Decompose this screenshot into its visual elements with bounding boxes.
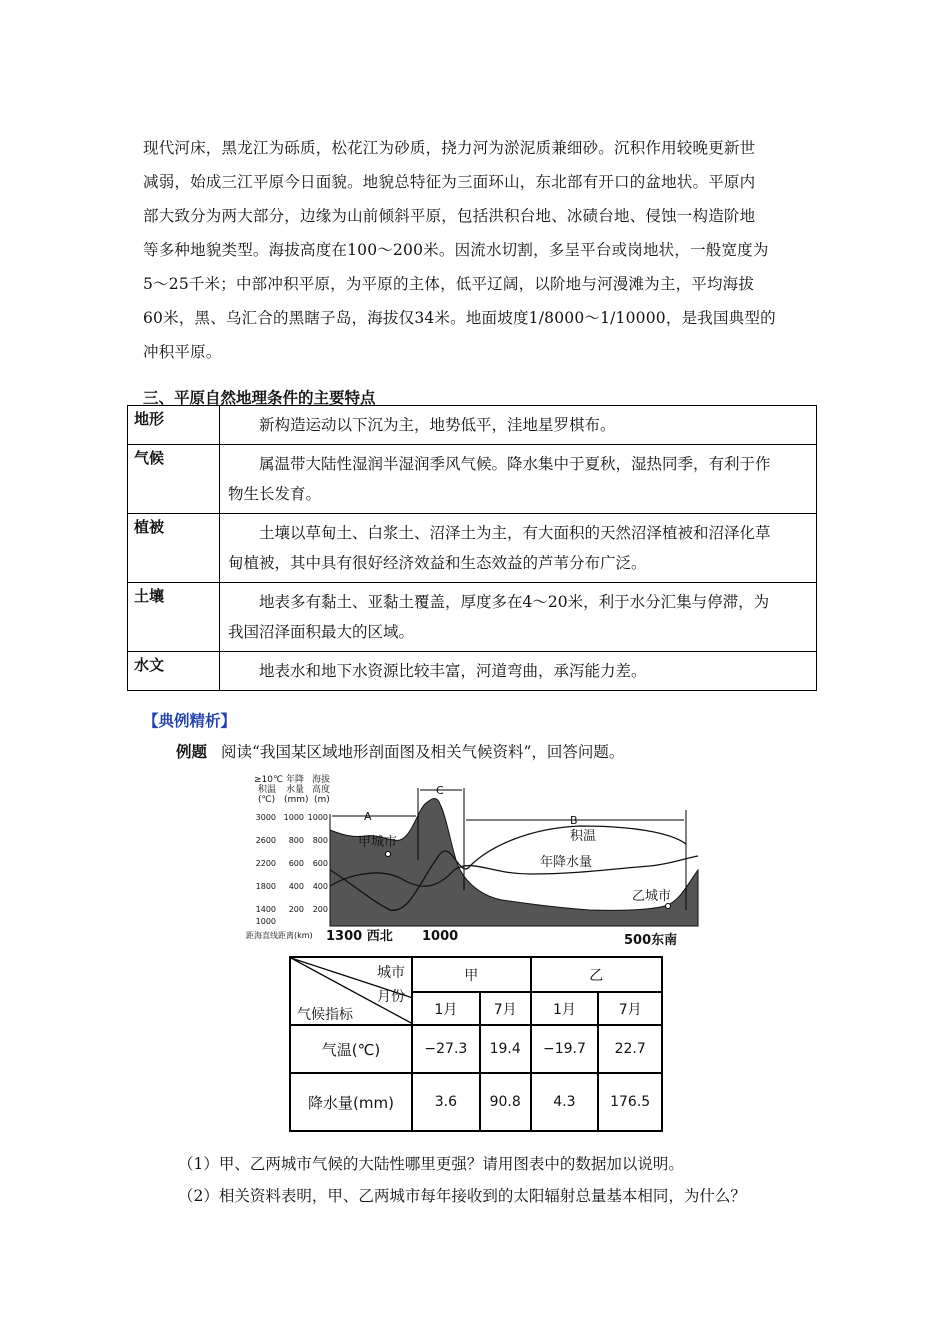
value-cell: 3.6 (412, 1073, 480, 1131)
temp-tick: 3000 (255, 813, 276, 822)
accumulated-temp-label: 积温 (570, 829, 597, 844)
table-row (128, 514, 817, 583)
header-indicator: 气候指标 (297, 1007, 353, 1023)
question-2: （2）相关资料表明，甲、乙两城市每年接收到的太阳辐射总量基本相同，为什么？ (178, 1187, 746, 1205)
row-line: 新构造运动以下沉为主，地势低平，洼地星罗棋布。 (259, 416, 616, 434)
x-label: 500东南 (624, 933, 678, 948)
temp-axis-head: ≥10℃积温(℃) (254, 775, 284, 805)
intro-line: 减弱，始成三江平原今日面貌。地貌总特征为三面环山，东北部有开口的盆地状。平原内 (143, 173, 756, 191)
row-value (220, 583, 817, 652)
precip-tick: 800 (288, 836, 304, 845)
precipitation-label: 年降水量 (540, 855, 593, 870)
features-table (127, 405, 817, 691)
elev-tick: 1000 (307, 813, 328, 822)
section-title: 三、平原自然地理条件的主要特点 (143, 388, 376, 407)
city-jia-label: 甲城市 (358, 835, 398, 850)
value-cell: 19.4 (480, 1025, 531, 1073)
diagonal-header-cell (290, 957, 412, 1025)
row-label: 降水量(mm) (290, 1073, 412, 1131)
row-value (220, 406, 817, 445)
city-jia-marker (386, 852, 391, 857)
intro-line: 部大致分为两大部分，边缘为山前倾斜平原，包括洪积台地、冰碛台地、侵蚀一构造阶地 (143, 207, 756, 225)
table-row (128, 583, 817, 652)
precip-axis-head: 年降水量(mm) (284, 775, 309, 805)
value-cell: 22.7 (598, 1025, 662, 1073)
elev-tick: 200 (312, 905, 328, 914)
temp-tick: 1000 (255, 917, 276, 926)
row-key: 地形 (128, 406, 220, 445)
table-row (290, 1025, 662, 1073)
intro-line: 现代河床，黑龙江为砾质，松花江为砂质，挠力河为淤泥质兼细砂。沉积作用较晚更新世 (143, 139, 756, 157)
header-month: 月份 (377, 989, 405, 1005)
intro-line: 60米，黑、乌汇合的黑瞎子岛，海拔仅34米。地面坡度1/8000～1/10000，是我国典型的 (143, 309, 776, 327)
table-row (128, 445, 817, 514)
climate-table (289, 956, 663, 1132)
value-cell: −19.7 (531, 1025, 599, 1073)
precip-tick: 600 (288, 859, 304, 868)
row-line: 甸植被，其中具有很好经济效益和生态效益的芦苇分布广泛。 (228, 554, 647, 572)
table-row (290, 957, 662, 992)
table-row (128, 406, 817, 445)
month-cell: 1月 (531, 992, 599, 1025)
city-yi-header: 乙 (531, 957, 662, 992)
row-line: 物生长发育。 (228, 485, 322, 503)
elev-tick: 800 (312, 836, 328, 845)
region-c-label: C (436, 784, 444, 797)
region-a-label: A (364, 810, 372, 823)
row-label: 气温(℃) (290, 1025, 412, 1073)
elev-axis-head: 海拔高度(m) (312, 775, 331, 805)
precip-tick: 200 (288, 905, 304, 914)
example-section-tag: 【典例精析】 (143, 712, 237, 730)
distance-axis-label: 距海直线距离(km) (246, 931, 313, 940)
row-line: 属温带大陆性湿润半湿润季风气候。降水集中于夏秋，湿热同季，有利于作 (259, 455, 771, 473)
header-city: 城市 (377, 965, 405, 981)
temp-tick: 2600 (255, 836, 276, 845)
x-label: 1000 (422, 929, 459, 944)
precip-tick: 400 (288, 882, 304, 891)
row-key: 水文 (128, 652, 220, 691)
elev-tick: 400 (312, 882, 328, 891)
value-cell: −27.3 (412, 1025, 480, 1073)
value-cell: 176.5 (598, 1073, 662, 1131)
row-value (220, 514, 817, 583)
region-b-label: B (570, 814, 578, 827)
row-line: 土壤以草甸土、白浆土、沼泽土为主，有大面积的天然沼泽植被和沼泽化草 (259, 524, 771, 542)
city-yi-label: 乙城市 (632, 889, 672, 904)
value-cell: 90.8 (480, 1073, 531, 1131)
row-line: 地表多有黏土、亚黏土覆盖，厚度多在4～20米，利于水分汇集与停滞，为 (259, 593, 770, 611)
row-value (220, 445, 817, 514)
x-label: 1300 西北 (326, 929, 393, 944)
terrain-profile-figure (240, 770, 710, 950)
city-yi-marker (666, 904, 671, 909)
temp-tick: 1400 (255, 905, 276, 914)
intro-paragraph (143, 131, 813, 369)
intro-line: 冲积平原。 (143, 343, 222, 361)
month-cell: 1月 (412, 992, 480, 1025)
temp-tick: 1800 (255, 882, 276, 891)
row-key: 土壤 (128, 583, 220, 652)
month-cell: 7月 (598, 992, 662, 1025)
value-cell: 4.3 (531, 1073, 599, 1131)
row-value (220, 652, 817, 691)
intro-line: 等多种地貌类型。海拔高度在100～200米。因流水切割，多呈平台或岗地状，一般宽度为 (143, 241, 769, 259)
table-row (290, 1073, 662, 1131)
row-key: 气候 (128, 445, 220, 514)
temp-tick: 2200 (255, 859, 276, 868)
city-jia-header: 甲 (412, 957, 531, 992)
example-prompt (176, 740, 624, 762)
month-cell: 7月 (480, 992, 531, 1025)
row-line: 我国沼泽面积最大的区域。 (228, 623, 415, 641)
example-text: 阅读“我国某区域地形剖面图及相关气候资料”，回答问题。 (221, 743, 625, 761)
elev-tick: 600 (312, 859, 328, 868)
precip-tick: 1000 (283, 813, 304, 822)
question-1: （1）甲、乙两城市气候的大陆性哪里更强？请用图表中的数据加以说明。 (178, 1155, 684, 1173)
row-line: 地表水和地下水资源比较丰富，河道弯曲，承泻能力差。 (259, 662, 647, 680)
row-key: 植被 (128, 514, 220, 583)
example-label: 例题 (176, 743, 208, 761)
intro-line: 5～25千米；中部冲积平原，为平原的主体，低平辽阔，以阶地与河漫滩为主，平均海拔 (143, 275, 755, 293)
table-row (128, 652, 817, 691)
